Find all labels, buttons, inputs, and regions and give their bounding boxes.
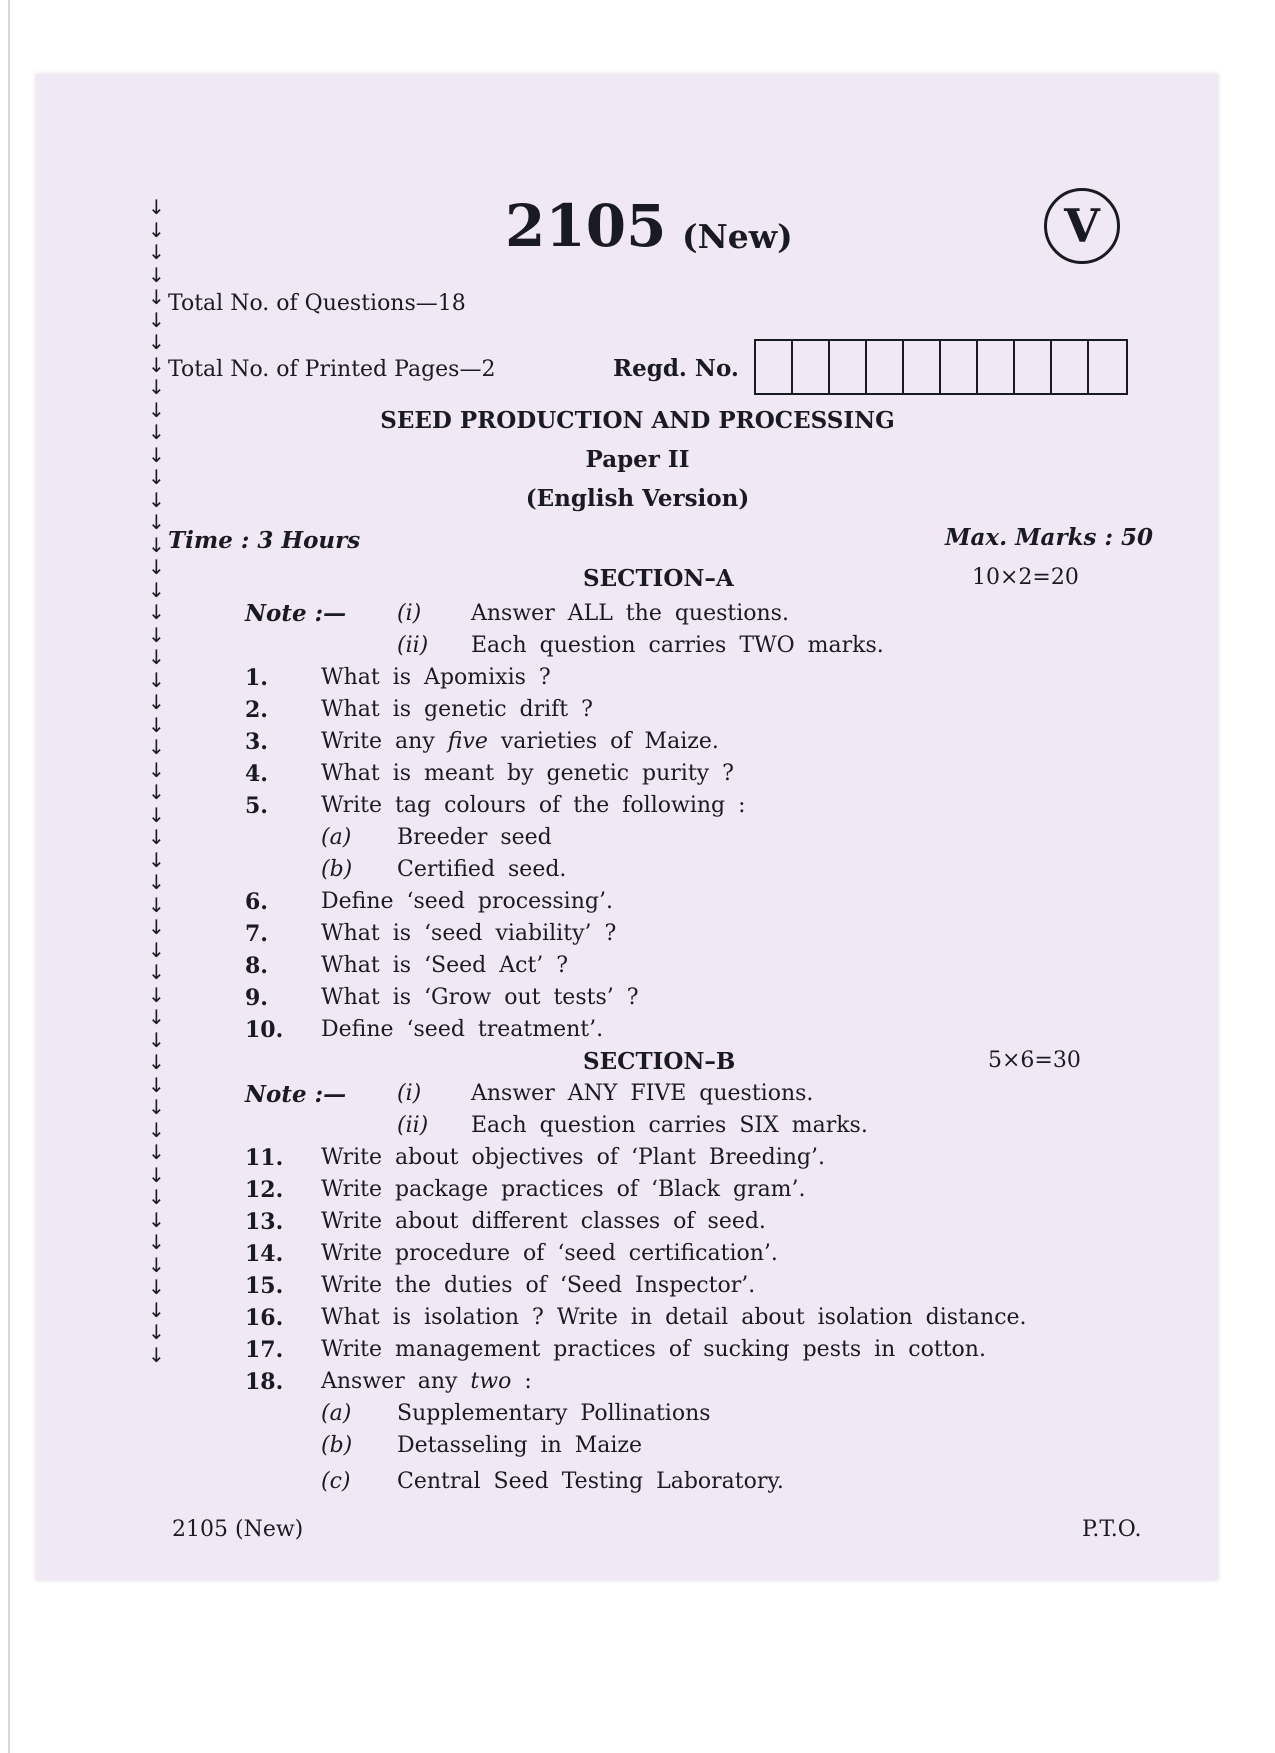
regd-number-boxes[interactable] bbox=[754, 339, 1128, 395]
down-arrow-icon: ↓ bbox=[148, 577, 165, 602]
down-arrow-icon: ↓ bbox=[148, 1320, 165, 1344]
question-number: 3. bbox=[245, 729, 268, 755]
page-edge bbox=[8, 0, 10, 1753]
regd-box[interactable] bbox=[793, 341, 830, 393]
note-text: Each question carries SIX marks. bbox=[471, 1113, 868, 1138]
subpart-text: Breeder seed bbox=[397, 825, 552, 850]
down-arrow-icon: ↓ bbox=[148, 712, 165, 737]
down-arrow-icon: ↓ bbox=[148, 1185, 165, 1209]
subpart-text: Detasseling in Maize bbox=[397, 1433, 643, 1458]
down-arrow-icon: ↓ bbox=[148, 1050, 165, 1074]
question-text: Define ‘seed treatment’. bbox=[321, 1017, 604, 1042]
subpart-letter: (a) bbox=[321, 1401, 352, 1426]
down-arrow-icon: ↓ bbox=[148, 690, 165, 714]
down-arrow-icon: ↓ bbox=[148, 645, 165, 669]
regd-box[interactable] bbox=[1052, 341, 1089, 393]
emphasis: two bbox=[470, 1369, 512, 1394]
regd-box[interactable] bbox=[1089, 341, 1126, 393]
question-number: 1. bbox=[245, 665, 268, 691]
down-arrow-icon: ↓ bbox=[148, 195, 165, 219]
down-arrow-icon: ↓ bbox=[148, 937, 165, 962]
question-text: What is genetic drift ? bbox=[321, 697, 593, 722]
down-arrow-icon: ↓ bbox=[148, 240, 165, 264]
down-arrow-icon: ↓ bbox=[148, 1297, 165, 1322]
regd-box[interactable] bbox=[941, 341, 978, 393]
section-b-title: SECTION–B bbox=[583, 1048, 736, 1075]
question-number: 8. bbox=[245, 953, 268, 979]
regd-label: Regd. No. bbox=[613, 355, 739, 382]
footer-code: 2105 (New) bbox=[172, 1517, 304, 1542]
question-text: What is isolation ? Write in detail about isolation distance. bbox=[321, 1305, 1027, 1330]
down-arrow-icon: ↓ bbox=[148, 262, 165, 287]
question-number: 14. bbox=[245, 1241, 284, 1267]
question-number: 5. bbox=[245, 793, 268, 819]
subpart-text: Central Seed Testing Laboratory. bbox=[397, 1469, 784, 1494]
note-number: (ii) bbox=[397, 633, 429, 658]
down-arrow-icon: ↓ bbox=[148, 397, 165, 422]
subpart-text: Certified seed. bbox=[397, 857, 567, 882]
section-b-note-label: Note :— bbox=[245, 1081, 347, 1108]
question-text: Write tag colours of the following : bbox=[321, 793, 746, 818]
question-number: 13. bbox=[245, 1209, 284, 1235]
down-arrow-icon: ↓ bbox=[148, 847, 165, 872]
note-text: Answer ANY FIVE questions. bbox=[471, 1081, 814, 1106]
down-arrow-icon: ↓ bbox=[148, 1275, 165, 1299]
question-number: 17. bbox=[245, 1337, 284, 1363]
subject-title: SEED PRODUCTION AND PROCESSING bbox=[380, 407, 895, 434]
max-marks: Max. Marks : 50 bbox=[945, 524, 1153, 551]
question-text: Write management practices of sucking pests in cotton. bbox=[321, 1337, 986, 1362]
subpart-letter: (b) bbox=[321, 1433, 353, 1458]
down-arrow-icon: ↓ bbox=[148, 622, 165, 647]
note-text: Each question carries TWO marks. bbox=[471, 633, 884, 658]
question-text: Write the duties of ‘Seed Inspector’. bbox=[321, 1273, 756, 1298]
down-arrow-icon: ↓ bbox=[148, 757, 165, 782]
binding-arrows bbox=[148, 196, 170, 1366]
down-arrow-icon: ↓ bbox=[148, 285, 165, 309]
time-allowed: Time : 3 Hours bbox=[168, 527, 361, 554]
down-arrow-icon: ↓ bbox=[148, 802, 165, 827]
down-arrow-icon: ↓ bbox=[148, 1072, 165, 1097]
note-number: (ii) bbox=[397, 1113, 429, 1138]
question-text: What is ‘seed viability’ ? bbox=[321, 921, 617, 946]
question-number: 16. bbox=[245, 1305, 284, 1331]
question-number: 12. bbox=[245, 1177, 284, 1203]
down-arrow-icon: ↓ bbox=[148, 555, 165, 579]
paper-code: 2105 bbox=[505, 192, 667, 260]
down-arrow-icon: ↓ bbox=[148, 1117, 165, 1142]
down-arrow-icon: ↓ bbox=[148, 1252, 165, 1277]
question-number: 18. bbox=[245, 1369, 284, 1395]
question-text: Write about objectives of ‘Plant Breeding’. bbox=[321, 1145, 825, 1170]
down-arrow-icon: ↓ bbox=[148, 667, 165, 692]
down-arrow-icon: ↓ bbox=[148, 870, 165, 894]
down-arrow-icon: ↓ bbox=[148, 1230, 165, 1254]
note-number: (i) bbox=[397, 1081, 422, 1106]
question-text: Write procedure of ‘seed certification’. bbox=[321, 1241, 778, 1266]
down-arrow-icon: ↓ bbox=[148, 1027, 165, 1052]
down-arrow-icon: ↓ bbox=[148, 1005, 165, 1029]
down-arrow-icon: ↓ bbox=[148, 465, 165, 489]
section-a-title: SECTION–A bbox=[583, 565, 734, 592]
regd-box[interactable] bbox=[904, 341, 941, 393]
question-text: Define ‘seed processing’. bbox=[321, 889, 613, 914]
question-text: Write package practices of ‘Black gram’. bbox=[321, 1177, 806, 1202]
down-arrow-icon: ↓ bbox=[148, 217, 165, 242]
down-arrow-icon: ↓ bbox=[148, 510, 165, 534]
question-text: What is meant by genetic purity ? bbox=[321, 761, 734, 786]
note-number: (i) bbox=[397, 601, 422, 626]
down-arrow-icon: ↓ bbox=[148, 442, 165, 467]
section-a-note-label: Note :— bbox=[245, 600, 347, 627]
version-language: (English Version) bbox=[525, 485, 750, 512]
footer-pto: P.T.O. bbox=[1082, 1517, 1142, 1542]
question-number: 4. bbox=[245, 761, 268, 787]
section-a-marks: 10×2=20 bbox=[972, 565, 1079, 590]
question-text: Write about different classes of seed. bbox=[321, 1209, 766, 1234]
down-arrow-icon: ↓ bbox=[148, 532, 165, 557]
question-number: 9. bbox=[245, 985, 268, 1011]
subpart-letter: (c) bbox=[321, 1469, 351, 1494]
down-arrow-icon: ↓ bbox=[148, 1140, 165, 1164]
paper-code-suffix: (New) bbox=[682, 217, 793, 256]
down-arrow-icon: ↓ bbox=[148, 780, 165, 804]
total-questions: Total No. of Questions—18 bbox=[168, 291, 466, 316]
down-arrow-icon: ↓ bbox=[148, 735, 165, 759]
down-arrow-icon: ↓ bbox=[148, 1342, 165, 1367]
down-arrow-icon: ↓ bbox=[148, 982, 165, 1007]
paper-number: Paper II bbox=[585, 446, 690, 473]
down-arrow-icon: ↓ bbox=[148, 330, 165, 354]
question-text: What is Apomixis ? bbox=[321, 665, 551, 690]
section-b-marks: 5×6=30 bbox=[988, 1048, 1081, 1073]
regd-box[interactable] bbox=[978, 341, 1015, 393]
down-arrow-icon: ↓ bbox=[148, 960, 165, 984]
question-number: 7. bbox=[245, 921, 268, 947]
question-text: What is ‘Seed Act’ ? bbox=[321, 953, 569, 978]
note-text: Answer ALL the questions. bbox=[471, 601, 789, 626]
down-arrow-icon: ↓ bbox=[148, 307, 165, 332]
subpart-letter: (a) bbox=[321, 825, 352, 850]
question-number: 11. bbox=[245, 1145, 284, 1171]
regd-box[interactable] bbox=[1015, 341, 1052, 393]
question-text: Answer any two : bbox=[321, 1369, 532, 1394]
down-arrow-icon: ↓ bbox=[148, 420, 165, 444]
question-number: 2. bbox=[245, 697, 268, 723]
down-arrow-icon: ↓ bbox=[148, 892, 165, 917]
subpart-letter: (b) bbox=[321, 857, 353, 882]
question-text: What is ‘Grow out tests’ ? bbox=[321, 985, 639, 1010]
down-arrow-icon: ↓ bbox=[148, 915, 165, 939]
question-text: Write any five varieties of Maize. bbox=[321, 729, 719, 754]
regd-box[interactable] bbox=[830, 341, 867, 393]
version-mark: V bbox=[1044, 188, 1120, 264]
down-arrow-icon: ↓ bbox=[148, 1207, 165, 1232]
down-arrow-icon: ↓ bbox=[148, 1162, 165, 1187]
subpart-text: Supplementary Pollinations bbox=[397, 1401, 711, 1426]
question-number: 15. bbox=[245, 1273, 284, 1299]
down-arrow-icon: ↓ bbox=[148, 825, 165, 849]
question-number: 10. bbox=[245, 1017, 284, 1043]
regd-box[interactable] bbox=[756, 341, 793, 393]
regd-box[interactable] bbox=[867, 341, 904, 393]
down-arrow-icon: ↓ bbox=[148, 600, 165, 624]
down-arrow-icon: ↓ bbox=[148, 352, 165, 377]
down-arrow-icon: ↓ bbox=[148, 1095, 165, 1119]
emphasis: five bbox=[447, 729, 488, 754]
down-arrow-icon: ↓ bbox=[148, 375, 165, 399]
down-arrow-icon: ↓ bbox=[148, 487, 165, 512]
question-number: 6. bbox=[245, 889, 268, 915]
total-pages: Total No. of Printed Pages—2 bbox=[168, 357, 496, 382]
